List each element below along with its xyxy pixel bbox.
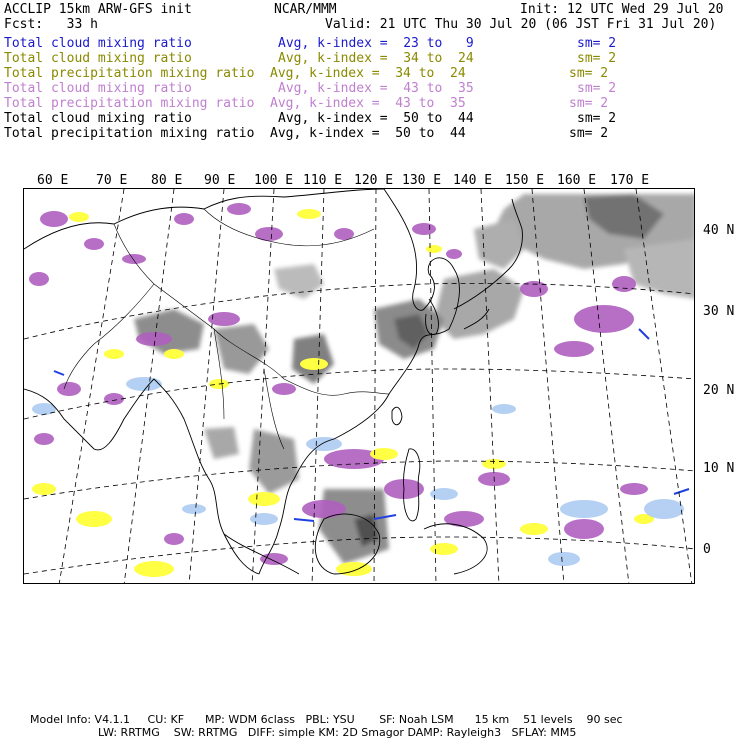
latitude-label: 40 N <box>703 223 735 238</box>
forecast-hour: Fcst: 33 h <box>4 17 98 32</box>
longitude-label: 130 E <box>402 173 442 188</box>
latitude-label: 0 <box>703 542 711 557</box>
longitude-label: 90 E <box>204 173 236 188</box>
legend-avg: Avg, k-index = 23 to 9 <box>278 36 474 51</box>
longitude-label: 170 E <box>610 173 650 188</box>
longitude-label: 150 E <box>505 173 545 188</box>
legend-sm: sm= 2 <box>569 126 609 141</box>
legend-avg: Avg, k-index = 43 to 35 <box>270 96 466 111</box>
legend-field: Total cloud mixing ratio <box>4 51 192 66</box>
latitude-label: 20 N <box>703 383 735 398</box>
model-info-line2: LW: RRTMG SW: RRTMG DIFF: simple KM: 2D Smagor DAMP: Rayleigh3 SFLAY: MM5 <box>98 726 577 739</box>
valid-time: Valid: 21 UTC Thu 30 Jul 20 (06 JST Fri 31 Jul 20) <box>325 17 717 32</box>
map-panel <box>23 188 695 584</box>
legend-field: Total precipitation mixing ratio <box>4 96 255 111</box>
legend-field: Total precipitation mixing ratio <box>4 126 255 141</box>
legend-field: Total cloud mixing ratio <box>4 36 192 51</box>
legend-sm: sm= 2 <box>577 51 617 66</box>
legend-sm: sm= 2 <box>577 81 617 96</box>
longitude-label: 140 E <box>453 173 493 188</box>
title-left: ACCLIP 15km ARW-GFS init <box>4 2 192 17</box>
legend-avg: Avg, k-index = 34 to 24 <box>270 66 466 81</box>
longitude-label: 80 E <box>151 173 183 188</box>
legend-field: Total cloud mixing ratio <box>4 81 192 96</box>
legend-field: Total cloud mixing ratio <box>4 111 192 126</box>
latitude-label: 10 N <box>703 461 735 476</box>
title-center: NCAR/MMM <box>274 2 337 17</box>
weather-map <box>24 189 695 584</box>
longitude-label: 160 E <box>557 173 597 188</box>
legend-avg: Avg, k-index = 34 to 24 <box>278 51 474 66</box>
init-time: Init: 12 UTC Wed 29 Jul 20 <box>520 2 724 17</box>
longitude-label: 110 E <box>303 173 343 188</box>
model-info-line1: Model Info: V4.1.1 CU: KF MP: WDM 6class PBL: YSU SF: Noah LSM 15 km 51 levels 90 sec <box>30 713 623 726</box>
legend-avg: Avg, k-index = 50 to 44 <box>278 111 474 126</box>
legend-sm: sm= 2 <box>577 36 617 51</box>
legend-avg: Avg, k-index = 50 to 44 <box>270 126 466 141</box>
longitude-label: 120 E <box>354 173 394 188</box>
legend-sm: sm= 2 <box>569 96 609 111</box>
longitude-label: 70 E <box>96 173 128 188</box>
latitude-label: 30 N <box>703 304 735 319</box>
legend-field: Total precipitation mixing ratio <box>4 66 255 81</box>
longitude-label: 100 E <box>254 173 294 188</box>
longitude-label: 60 E <box>37 173 69 188</box>
legend-sm: sm= 2 <box>569 66 609 81</box>
legend-avg: Avg, k-index = 43 to 35 <box>278 81 474 96</box>
legend-sm: sm= 2 <box>577 111 617 126</box>
